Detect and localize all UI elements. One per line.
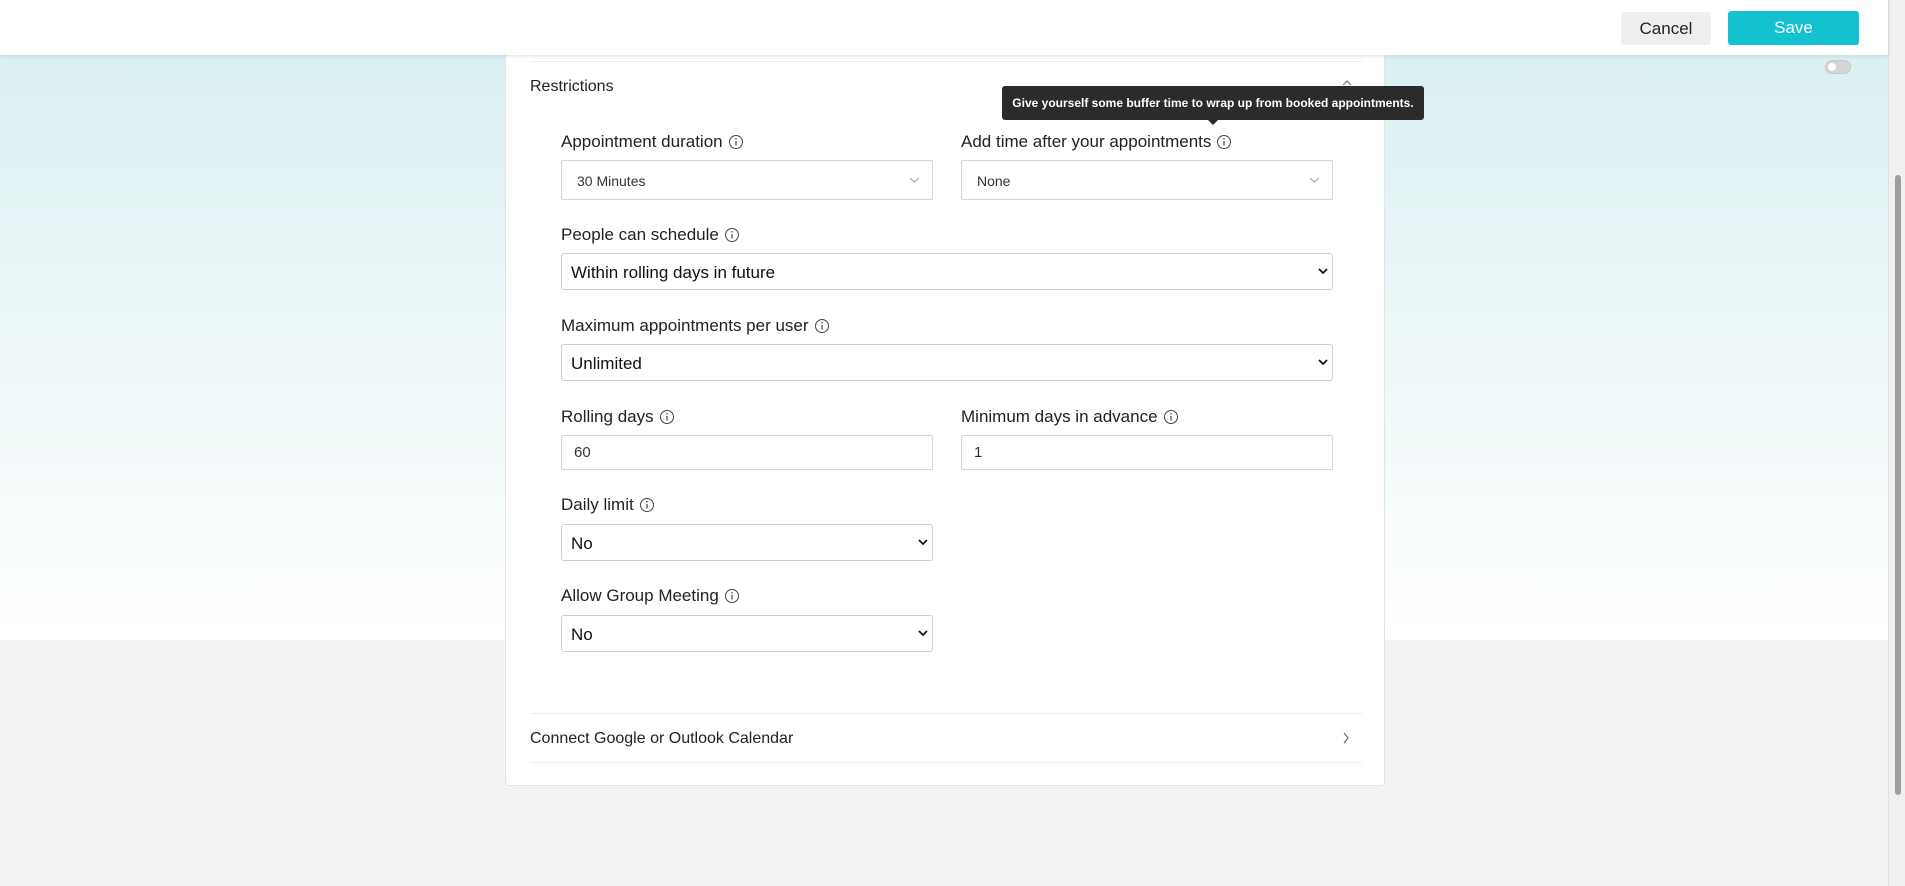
- allow-group-meeting-label-text: Allow Group Meeting: [561, 586, 719, 605]
- info-icon[interactable]: [659, 409, 675, 425]
- chevron-down-icon: [1318, 359, 1328, 366]
- info-icon[interactable]: [639, 497, 655, 513]
- min-days-advance-input[interactable]: 1: [961, 435, 1333, 470]
- daily-limit-select[interactable]: [561, 524, 933, 561]
- rolling-days-input[interactable]: 60: [561, 435, 933, 470]
- people-can-schedule-label: [561, 225, 740, 245]
- settings-card: [505, 40, 1385, 786]
- chevron-right-icon: [1342, 732, 1350, 744]
- max-appointments-select[interactable]: [561, 344, 1333, 381]
- connect-calendar-row[interactable]: [530, 713, 1362, 763]
- chevron-down-icon: [918, 630, 928, 637]
- rolling-days-label-text: Rolling days: [561, 407, 654, 426]
- appointment-duration-label-text: Appointment duration: [561, 132, 723, 151]
- allow-group-meeting-select[interactable]: [561, 615, 933, 652]
- chevron-down-icon: [1318, 268, 1328, 275]
- people-can-schedule-label-text: People can schedule: [561, 225, 719, 244]
- scrollbar-thumb[interactable]: [1895, 175, 1901, 795]
- chevron-down-icon: [1309, 176, 1320, 184]
- info-icon[interactable]: [814, 318, 830, 334]
- people-can-schedule-value: Within rolling days in future: [571, 263, 776, 282]
- add-time-after-select[interactable]: [961, 160, 1333, 200]
- toggle-switch[interactable]: [1825, 60, 1851, 74]
- rolling-days-label: [561, 407, 675, 427]
- top-action-bar: [0, 0, 1888, 55]
- toggle-knob: [1828, 63, 1836, 71]
- connect-calendar-title: Connect Google or Outlook Calendar: [530, 730, 794, 747]
- page-scrollbar[interactable]: [1888, 0, 1905, 886]
- info-icon[interactable]: [1163, 409, 1179, 425]
- max-appointments-label-text: Maximum appointments per user: [561, 316, 809, 335]
- info-icon[interactable]: [728, 134, 744, 150]
- max-appointments-label: [561, 316, 830, 336]
- info-icon[interactable]: [1216, 134, 1232, 150]
- save-button[interactable]: Save: [1728, 11, 1859, 45]
- appointment-duration-select[interactable]: [561, 160, 933, 200]
- add-time-after-label-text: Add time after your appointments: [961, 132, 1212, 151]
- min-days-advance-label-text: Minimum days in advance: [961, 407, 1158, 426]
- daily-limit-label-text: Daily limit: [561, 495, 634, 514]
- allow-group-meeting-value: No: [571, 625, 593, 644]
- daily-limit-label: [561, 495, 655, 515]
- min-days-advance-label: [961, 407, 1179, 427]
- chevron-down-icon: [918, 539, 928, 546]
- cancel-button[interactable]: Cancel: [1621, 12, 1711, 45]
- add-time-after-label: [961, 132, 1232, 152]
- buffer-time-tooltip: Give yourself some buffer time to wrap up from booked appointments.: [1002, 86, 1424, 120]
- info-icon[interactable]: [724, 227, 740, 243]
- people-can-schedule-select[interactable]: [561, 253, 1333, 290]
- appointment-duration-label: [561, 132, 744, 152]
- max-appointments-value: Unlimited: [571, 354, 642, 373]
- daily-limit-value: No: [571, 534, 593, 553]
- tooltip-arrow: [1207, 119, 1219, 125]
- allow-group-meeting-label: [561, 586, 740, 606]
- info-icon[interactable]: [724, 588, 740, 604]
- appointment-duration-value: 30 Minutes: [577, 173, 646, 189]
- chevron-down-icon: [909, 176, 920, 184]
- add-time-after-value: None: [977, 173, 1011, 189]
- restrictions-title: Restrictions: [530, 78, 614, 95]
